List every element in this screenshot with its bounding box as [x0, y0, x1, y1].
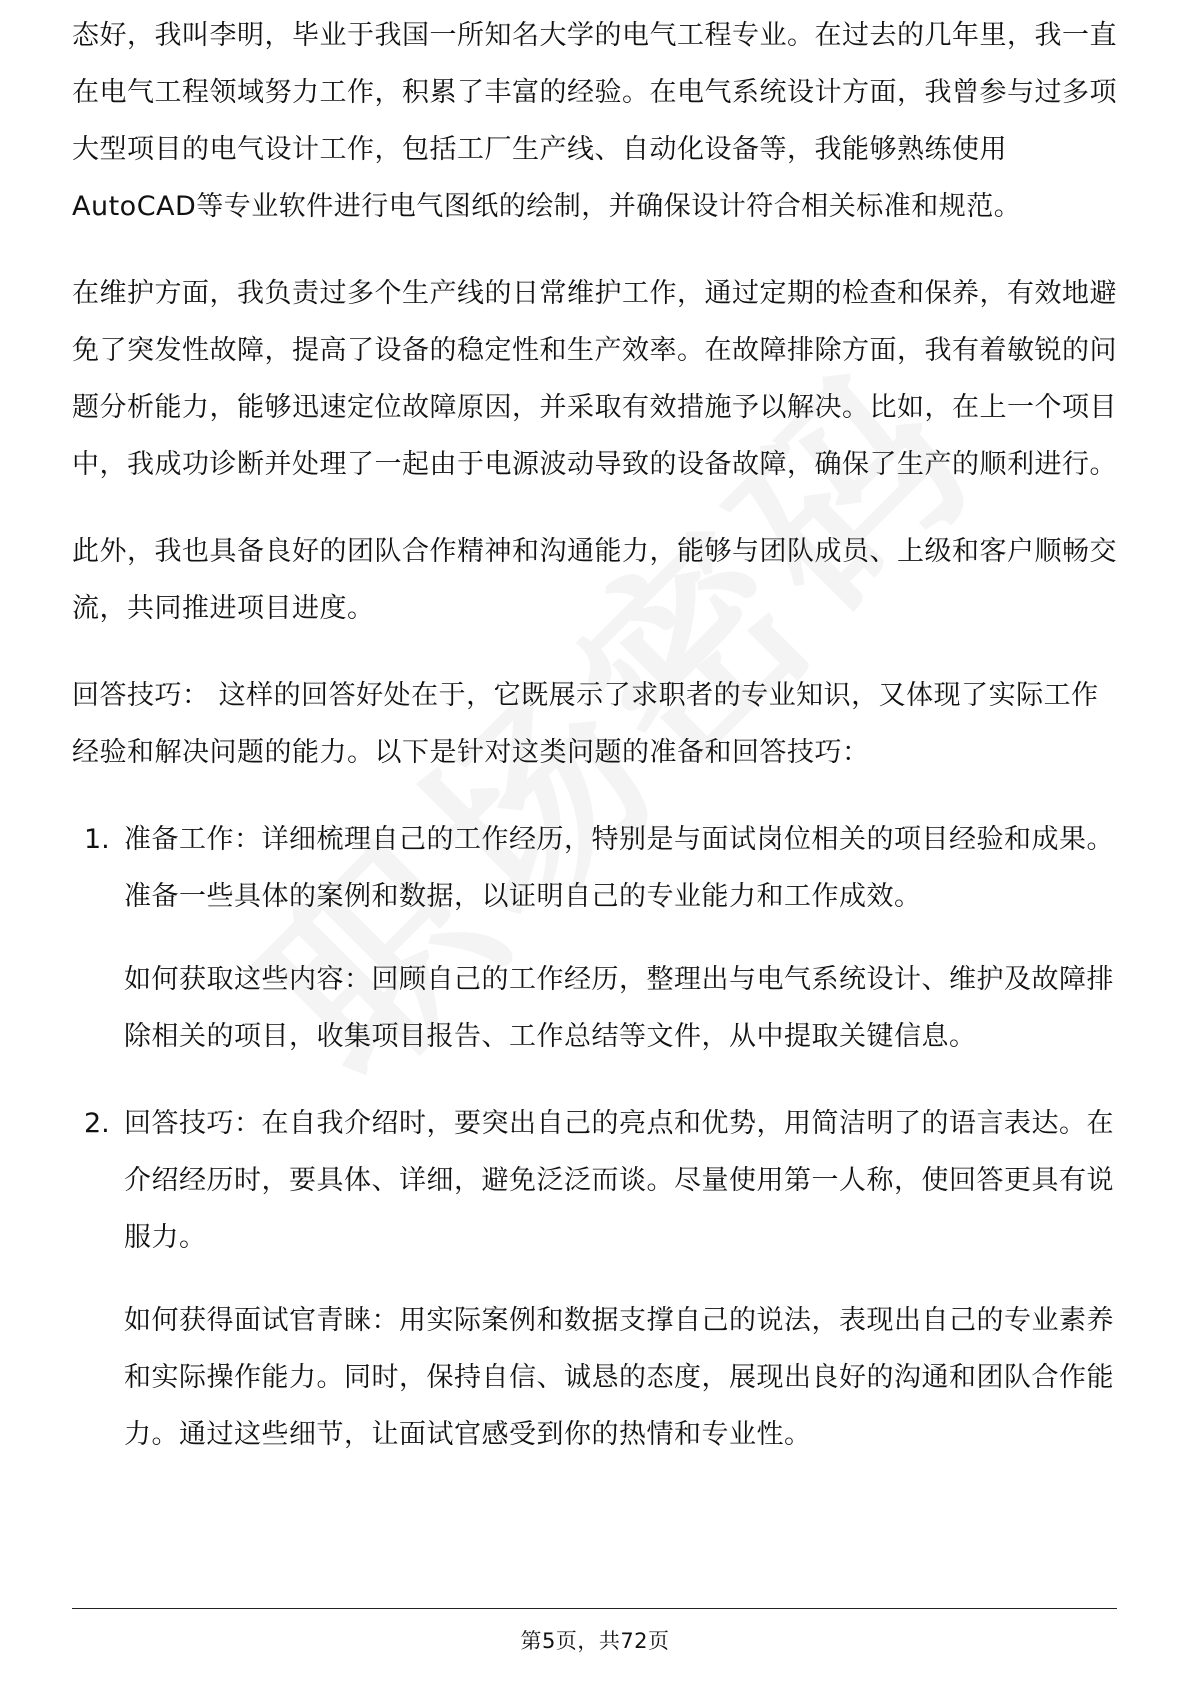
tip-item-answering	[72, 1095, 1117, 1463]
tip-main-text: 回答技巧：在自我介绍时，要突出自己的亮点和优势，用简洁明了的语言表达。在介绍经历时，要具体、详细，避免泛泛而谈。尽量使用第一人称，使回答更具有说服力。	[124, 1108, 1114, 1253]
paragraph-self-intro: 态好，我叫李明，毕业于我国一所知名大学的电气工程专业。在过去的几年里，我一直在电气工程领域努力工作，积累了丰富的经验。在电气系统设计方面，我曾参与过多项大型项目的电气设计工作，包括工厂生产线、自动化设备等，我能够熟练使用AutoCAD等专业软件进行电气图纸的绘制，并确保设计符合相关标准和规范。	[72, 20, 1117, 222]
page-number: 第5页，共72页	[520, 1629, 670, 1653]
tip-item-preparation	[72, 811, 1117, 1065]
paragraph-teamwork: 此外，我也具备良好的团队合作精神和沟通能力，能够与团队成员、上级和客户顺畅交流，共同推进项目进度。	[72, 536, 1117, 624]
page-body	[72, 20, 1117, 1493]
tips-list	[72, 811, 1117, 1463]
paragraph-answer-tips: 回答技巧： 这样的回答好处在于，它既展示了求职者的专业知识，又体现了实际工作经验和解决问题的能力。以下是针对这类问题的准备和回答技巧：	[72, 680, 1099, 768]
footer-divider	[72, 1608, 1117, 1609]
tip-number: 1.	[84, 824, 110, 855]
tip-main-text: 准备工作：详细梳理自己的工作经历，特别是与面试岗位相关的项目经验和成果。准备一些具体的案例和数据，以证明自己的专业能力和工作成效。	[124, 824, 1114, 912]
tip-number: 2.	[84, 1108, 110, 1139]
tip-detail-text: 如何获得面试官青睐：用实际案例和数据支撑自己的说法，表现出自己的专业素养和实际操作能力。同时，保持自信、诚恳的态度，展现出良好的沟通和团队合作能力。通过这些细节，让面试官感受到你的热情和专业性。	[124, 1305, 1114, 1450]
paragraph-maintenance: 在维护方面，我负责过多个生产线的日常维护工作，通过定期的检查和保养，有效地避免了突发性故障，提高了设备的稳定性和生产效率。在故障排除方面，我有着敏锐的问题分析能力，能够迅速定位故障原因，并采取有效措施予以解决。比如，在上一个项目中，我成功诊断并处理了一起由于电源波动导致的设备故障，确保了生产的顺利进行。	[72, 278, 1117, 480]
tip-detail-text: 如何获取这些内容：回顾自己的工作经历，整理出与电气系统设计、维护及故障排除相关的项目，收集项目报告、工作总结等文件，从中提取关键信息。	[124, 964, 1114, 1052]
